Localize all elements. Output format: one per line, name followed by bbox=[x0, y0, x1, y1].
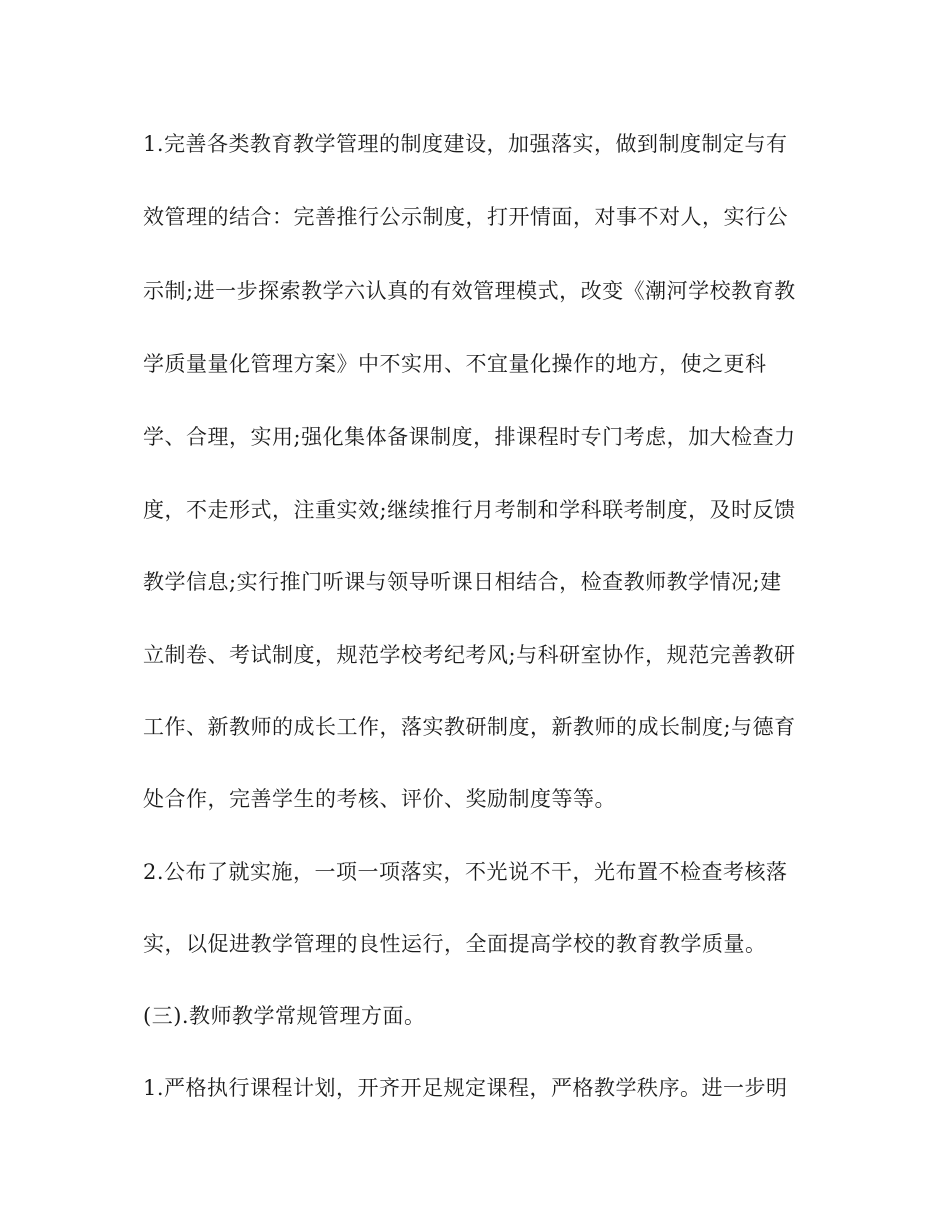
text-line: 学质量量化管理方案》中不实用、不宜量化操作的地方，使之更科 bbox=[143, 352, 767, 376]
text-line: 立制卷、考试制度，规范学校考纪考风;与科研室协作，规范完善教研 bbox=[143, 643, 796, 667]
text-line: 示制;进一步探索教学六认真的有效管理模式，改变《潮河学校教育教 bbox=[143, 279, 796, 303]
text-line: 教学信息;实行推门听课与领导听课日相结合，检查教师教学情况;建 bbox=[143, 570, 782, 594]
text-line: 1.完善各类教育教学管理的制度建设，加强落实，做到制度制定与有 bbox=[143, 132, 788, 156]
text-line: 处合作，完善学生的考核、评价、奖励制度等等。 bbox=[143, 787, 616, 811]
section-heading: (三).教师教学常规管理方面。 bbox=[143, 1004, 426, 1028]
text-line: 效管理的结合：完善推行公示制度，打开情面，对事不对人，实行公 bbox=[143, 205, 788, 229]
text-line: 1.严格执行课程计划，开齐开足规定课程，严格教学秩序。进一步明 bbox=[143, 1076, 788, 1100]
text-line: 2.公布了就实施，一项一项落实，不光说不干，光布置不检查考核落 bbox=[143, 860, 788, 884]
text-line: 度，不走形式，注重实效;继续推行月考制和学科联考制度，及时反馈 bbox=[143, 498, 796, 522]
text-line: 工作、新教师的成长工作，落实教研制度，新教师的成长制度;与德育 bbox=[143, 715, 796, 739]
text-line: 学、合理，实用;强化集体备课制度，排课程时专门考虑，加大检查力 bbox=[143, 425, 796, 449]
text-line: 实，以促进教学管理的良性运行，全面提高学校的教育教学质量。 bbox=[143, 932, 767, 956]
